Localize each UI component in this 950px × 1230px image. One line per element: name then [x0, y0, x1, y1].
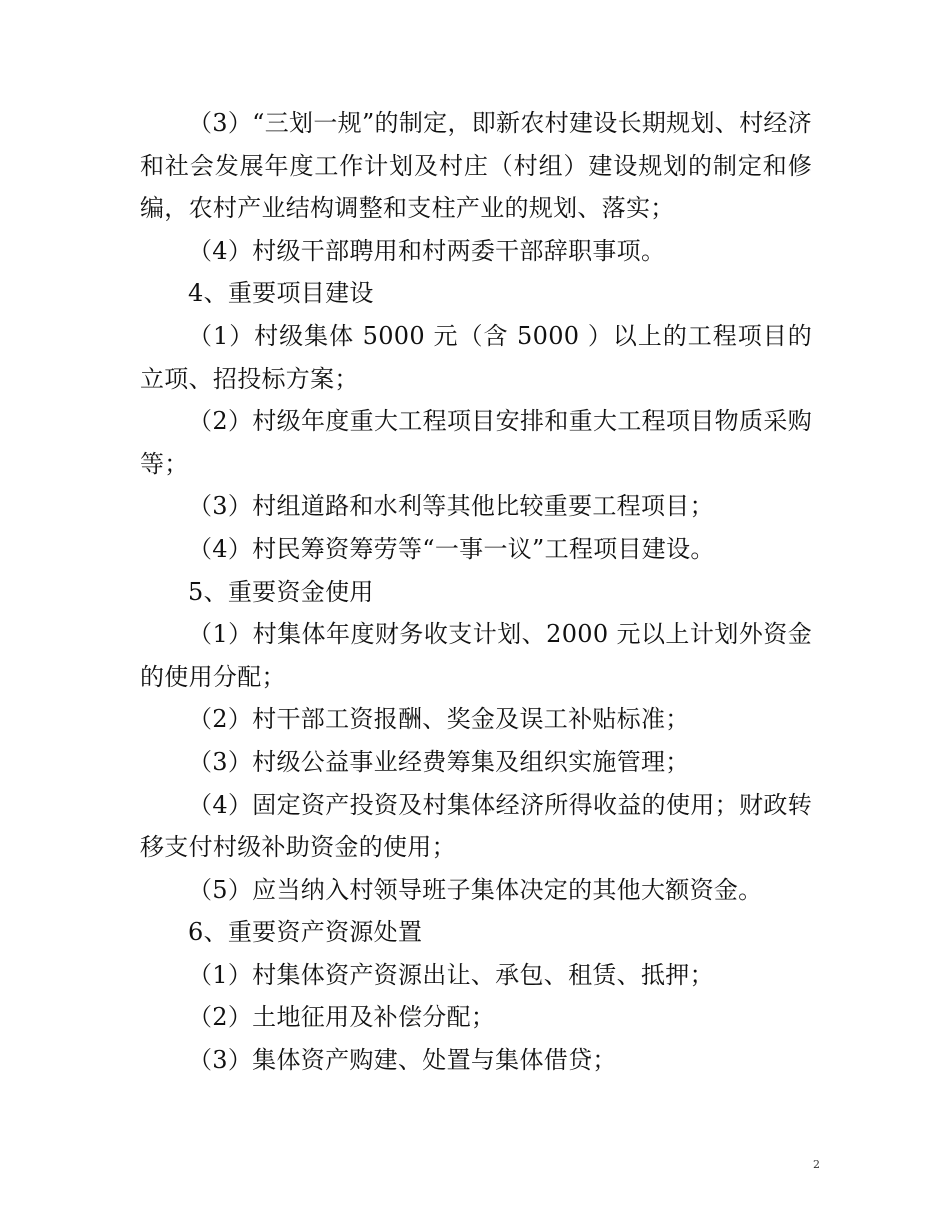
paragraph: （4）固定资产投资及村集体经济所得收益的使用；财政转移支付村级补助资金的使用；: [140, 790, 812, 862]
section-heading: 4、重要项目建设: [188, 279, 374, 308]
paragraph: （1）村集体资产资源出让、承包、租赁、抵押；: [188, 960, 714, 989]
paragraph: （3）村级公益事业经费筹集及组织实施管理；: [188, 747, 690, 776]
document-body: [140, 102, 812, 1082]
paragraph: （5）应当纳入村领导班子集体决定的其他大额资金。: [188, 875, 763, 904]
paragraph: （1）村级集体 5000 元（含 5000 ）以上的工程项目的立项、招投标方案；: [140, 321, 812, 393]
paragraph: （3）村组道路和水利等其他比较重要工程项目；: [188, 492, 714, 521]
paragraph: （2）村级年度重大工程项目安排和重大工程项目物质采购等；: [140, 407, 812, 478]
paragraph: （1）村集体年度财务收支计划、2000 元以上计划外资金的使用分配；: [140, 620, 812, 691]
section-heading: 5、重要资金使用: [188, 577, 374, 606]
section-heading: 6、重要资产资源处置: [188, 918, 423, 947]
paragraph: （4）村级干部聘用和村两委干部辞职事项。: [188, 236, 666, 265]
paragraph: （4）村民筹资筹劳等“一事一议”工程项目建设。: [188, 534, 715, 563]
page-number: 2: [813, 1158, 820, 1171]
paragraph: （3）集体资产购建、处置与集体借贷；: [188, 1046, 617, 1075]
paragraph: （2）村干部工资报酬、奖金及误工补贴标准；: [188, 705, 690, 734]
paragraph: （3）“三划一规”的制定，即新农村建设长期规划、村经济和社会发展年度工作计划及村庄（村组）建设规划的制定和修编，农村产业结构调整和支柱产业的规划、落实；: [140, 109, 812, 223]
paragraph: （2）土地征用及补偿分配；: [188, 1003, 496, 1032]
